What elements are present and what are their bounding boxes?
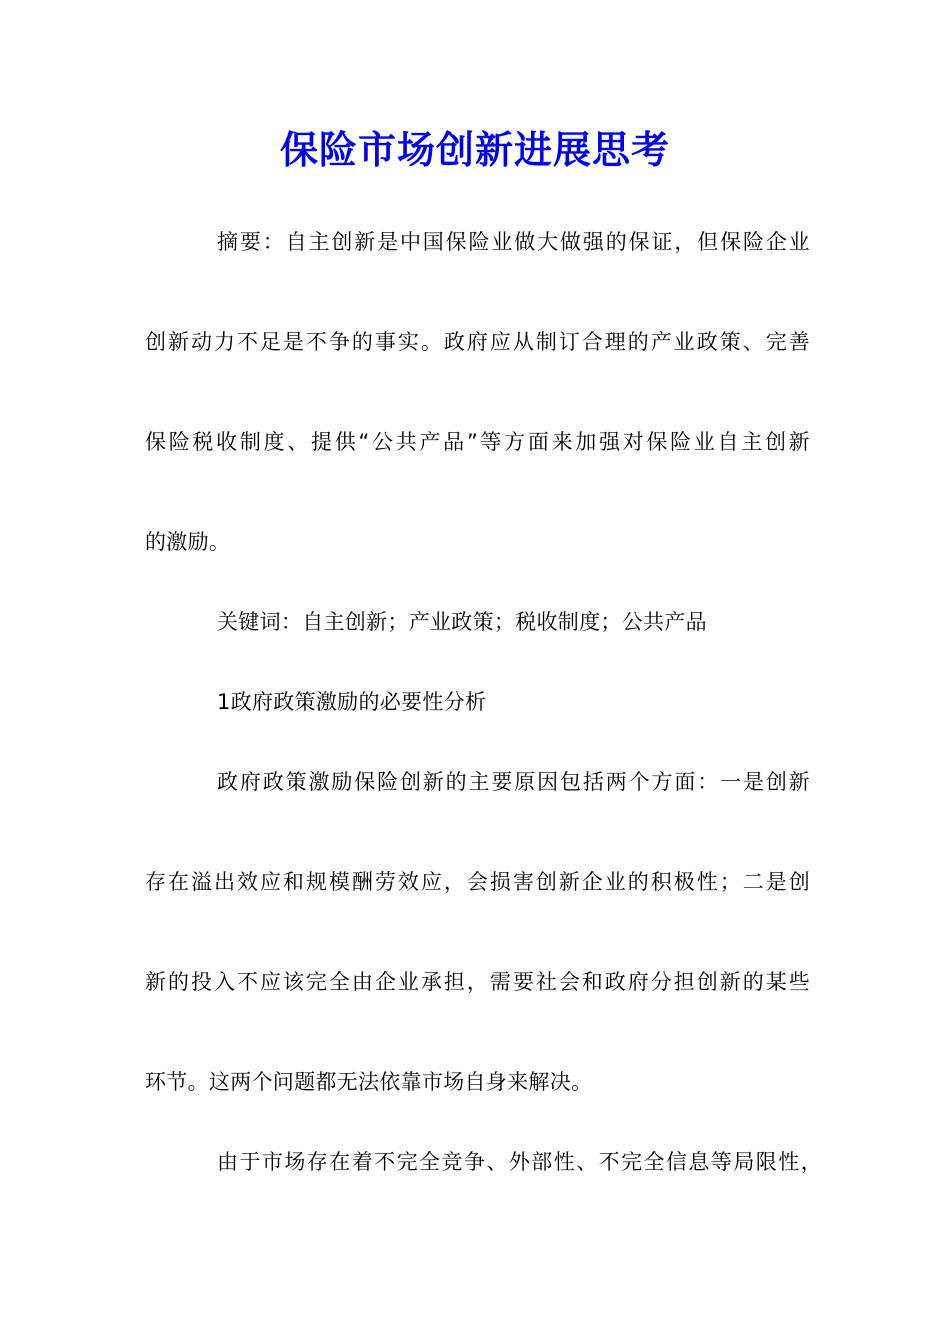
body-line-1: 政府政策激励保险创新的主要原因包括两个方面：一是创新	[217, 770, 810, 794]
abstract-line-4: 的激励。	[145, 530, 231, 554]
abstract-line-1: 摘要：自主创新是中国保险业做大做强的保证，但保险企业	[217, 230, 810, 254]
body-line-4: 环节。这两个问题都无法依靠市场自身来解决。	[145, 1070, 593, 1094]
section-heading: 1政府政策激励的必要性分析	[217, 690, 487, 714]
keywords-line: 关键词：自主创新；产业政策；税收制度；公共产品	[217, 610, 707, 634]
abstract-line-2: 创新动力不足是不争的事实。政府应从制订合理的产业政策、完善	[145, 330, 810, 354]
body-line-2: 存在溢出效应和规模酬劳效应，会损害创新企业的积极性；二是创	[145, 870, 810, 894]
body-line-5: 由于市场存在着不完全竞争、外部性、不完全信息等局限性，	[217, 1150, 822, 1174]
body-line-3: 新的投入不应该完全由企业承担，需要社会和政府分担创新的某些	[145, 970, 810, 994]
abstract-line-3: 保险税收制度、提供“公共产品”等方面来加强对保险业自主创新	[145, 430, 810, 454]
document-title: 保险市场创新进展思考	[279, 127, 670, 172]
